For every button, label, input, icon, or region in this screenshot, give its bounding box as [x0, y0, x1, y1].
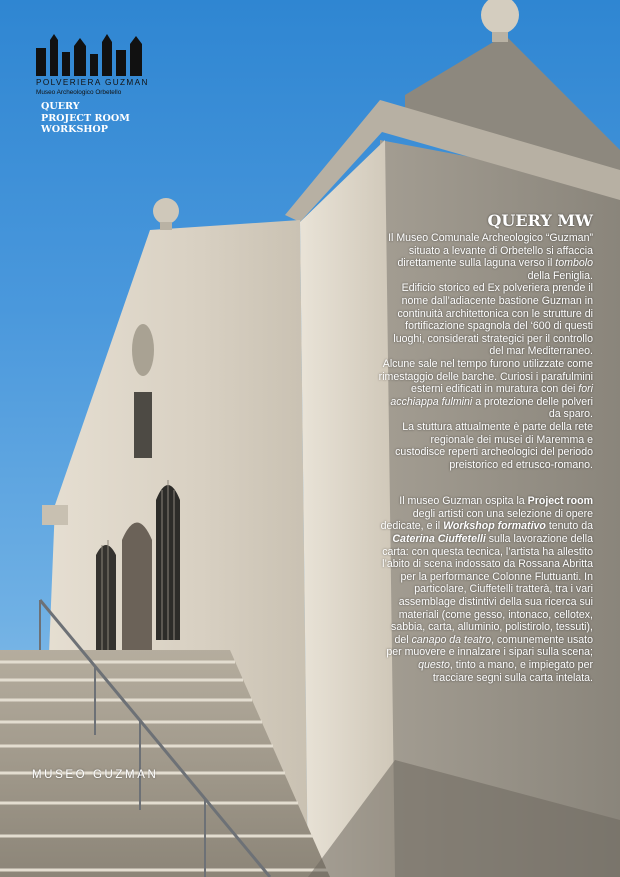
text-run: Il museo Guzman ospita la — [399, 495, 528, 508]
text-run: degli artisti con una selezione di opere dedicate, e il — [380, 507, 593, 533]
gunpowder-magazine-skyline-icon — [36, 32, 146, 76]
text-run: Alcune sale nel tempo furono utilizzate come rimestaggio delle barche. Curiosi i parafulmini esterni edificati in muratura con dei — [378, 357, 593, 396]
coat-of-arms — [132, 324, 154, 376]
paragraph-project-room — [378, 495, 593, 684]
photo-caption: MUSEO GUZMAN — [32, 769, 159, 781]
barred-window-left — [96, 545, 116, 650]
upper-window — [134, 392, 152, 458]
text-run: , comunemente usato per muovere e innalzare i sipari sulla scena; — [386, 633, 593, 659]
finial-top — [481, 0, 519, 34]
text-run: a protezione delle polveri da sparo. — [472, 395, 593, 421]
text-run: tenuto da — [545, 520, 593, 533]
text-run: , tinto a mano, e impiegato per tracciare segni sulla carta intelata. — [432, 659, 593, 684]
tag-list — [41, 101, 130, 136]
text-run: Project room — [527, 495, 593, 508]
text-run: questo — [418, 659, 450, 671]
logo-subtitle: Museo Archeologico Orbetello — [36, 89, 122, 96]
text-run: canapo da teatro — [411, 633, 492, 646]
text-run: Il Museo Comunale Archeologico “Guzman” situato a levante di Orbetello si affaccia direttamente sulla laguna verso il — [388, 232, 593, 270]
text-run: sulla lavorazione della carta: con questa tecnica, l’artista ha allestito l’abito di scena indossato da Rossana Abritta per la performance Colonne Fluttuanti. In particolare, Ciuffetelli tratterà, tra i vari assemblage distintivi della sua ricerca sui materiali (come gesso, intonaco, cellotex, sabbia, carta, alluminio, polistirolo, tessuti), del — [382, 533, 593, 646]
paragraph-collection — [378, 421, 593, 471]
paragraph-rooms — [378, 358, 593, 421]
paragraph-location — [378, 232, 593, 282]
finial-left-base — [160, 222, 172, 230]
logo-name: POLVERIERA GUZMAN — [36, 78, 149, 87]
tag-query: QUERY — [41, 101, 80, 112]
tag-workshop: WORKSHOP — [41, 124, 109, 135]
side-ledge — [42, 505, 68, 525]
finial-left — [153, 198, 179, 224]
paragraph-history — [378, 282, 593, 358]
text-run: fori acchiappa fulmini — [390, 383, 593, 408]
finial-top-base — [492, 32, 508, 42]
text-run: Workshop formativo — [443, 520, 546, 533]
text-run: La stuttura attualmente è parte della rete regionale dei musei di Maremma e custodisce reperti archeologici del periodo preistorico ed etrusco-romano. — [395, 420, 593, 471]
text-run: tombolo — [555, 257, 593, 270]
article-panel — [378, 212, 593, 684]
text-run: Edificio storico ed Ex polveriera prende il nome dall’adiacente bastione Guzman in continuità architettonica con le strutture di fortificazione spagnola del ‘600 di questi luoghi, considerati strategici per il controllo del mar Mediterraneo. — [393, 282, 593, 358]
article-title: QUERY MW — [487, 211, 593, 230]
tag-project-room: PROJECT ROOM — [41, 112, 130, 124]
text-run: Caterina Ciuffetelli — [392, 533, 486, 546]
text-run: della Feniglia. — [527, 269, 593, 282]
arched-door — [122, 523, 152, 651]
paragraph-spacer — [378, 471, 593, 495]
